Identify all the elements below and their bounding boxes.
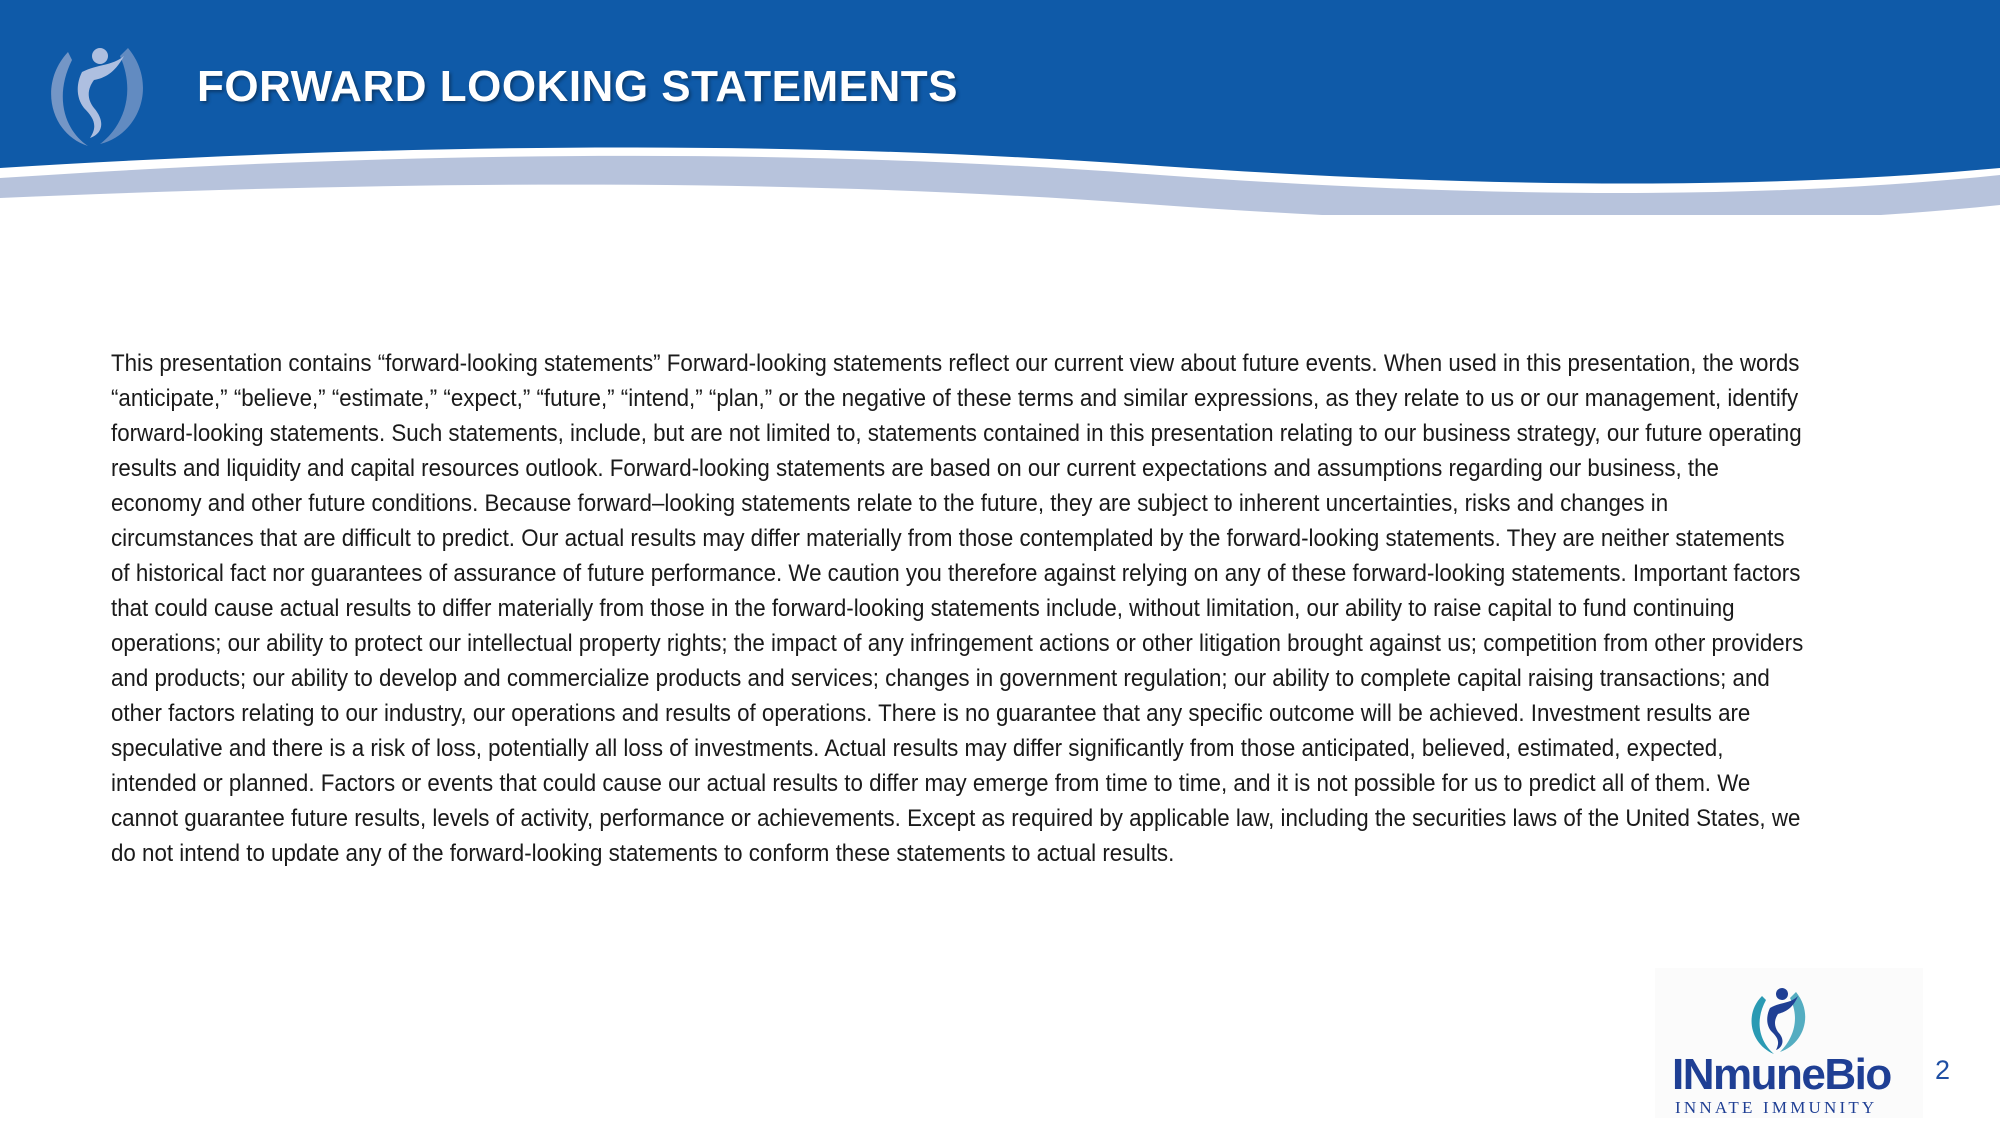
- header-logo-icon: [42, 26, 154, 150]
- page-title: FORWARD LOOKING STATEMENTS: [197, 62, 958, 111]
- forward-looking-statement-body: This presentation contains “forward-looking statements” Forward-looking statements reflect our current view about future events. When used in this presentation, the words “anticipate,” “believe,” “estimate,” “expect,” “future,” “intend,” “plan,” or the negative of these terms and similar expressions, as they relate to us or our management, identify forward-looking statements. Such statements, include, but are not limited to, statements contained in this presentation relating to our business strategy, our future operating results and liquidity and capital resources outlook. Forward-looking statements are based on our current expectations and assumptions regarding our business, the economy and other future conditions. Because forward–looking statements relate to the future, they are subject to inherent uncertainties, risks and changes in circumstances that are difficult to predict. Our actual results may differ materially from those contemplated by the forward-looking statements. They are neither statements of historical fact nor guarantees of assurance of future performance. We caution you therefore against relying on any of these forward-looking statements. Important factors that could cause actual results to differ materially from those in the forward-looking statements include, without limitation, our ability to raise capital to fund continuing operations; our ability to protect our intellectual property rights; the impact of any infringement actions or other litigation brought against us; competition from other providers and products; our ability to develop and commercialize products and services; changes in government regulation; our ability to complete capital raising transactions; and other factors relating to our industry, our operations and results of operations. There is no guarantee that any specific outcome will be achieved. Investment results are speculative and there is a risk of loss, potentially all loss of investments. Actual results may differ significantly from those anticipated, believed, estimated, expected, intended or planned. Factors or events that could cause our actual results to differ may emerge from time to time, and it is not possible for us to predict all of them. We cannot guarantee future results, levels of activity, performance or achievements. Except as required by applicable law, including the securities laws of the United States, we do not intend to update any of the forward-looking statements to conform these statements to actual results.: [111, 350, 1804, 867]
- page-number: 2: [1935, 1055, 1951, 1085]
- brand-logo: [1655, 968, 1923, 1118]
- brand-swirl-icon: [1748, 980, 1810, 1058]
- brand-name: INmuneBio: [1672, 1050, 1891, 1099]
- brand-tagline: INNATE IMMUNITY: [1675, 1098, 1878, 1117]
